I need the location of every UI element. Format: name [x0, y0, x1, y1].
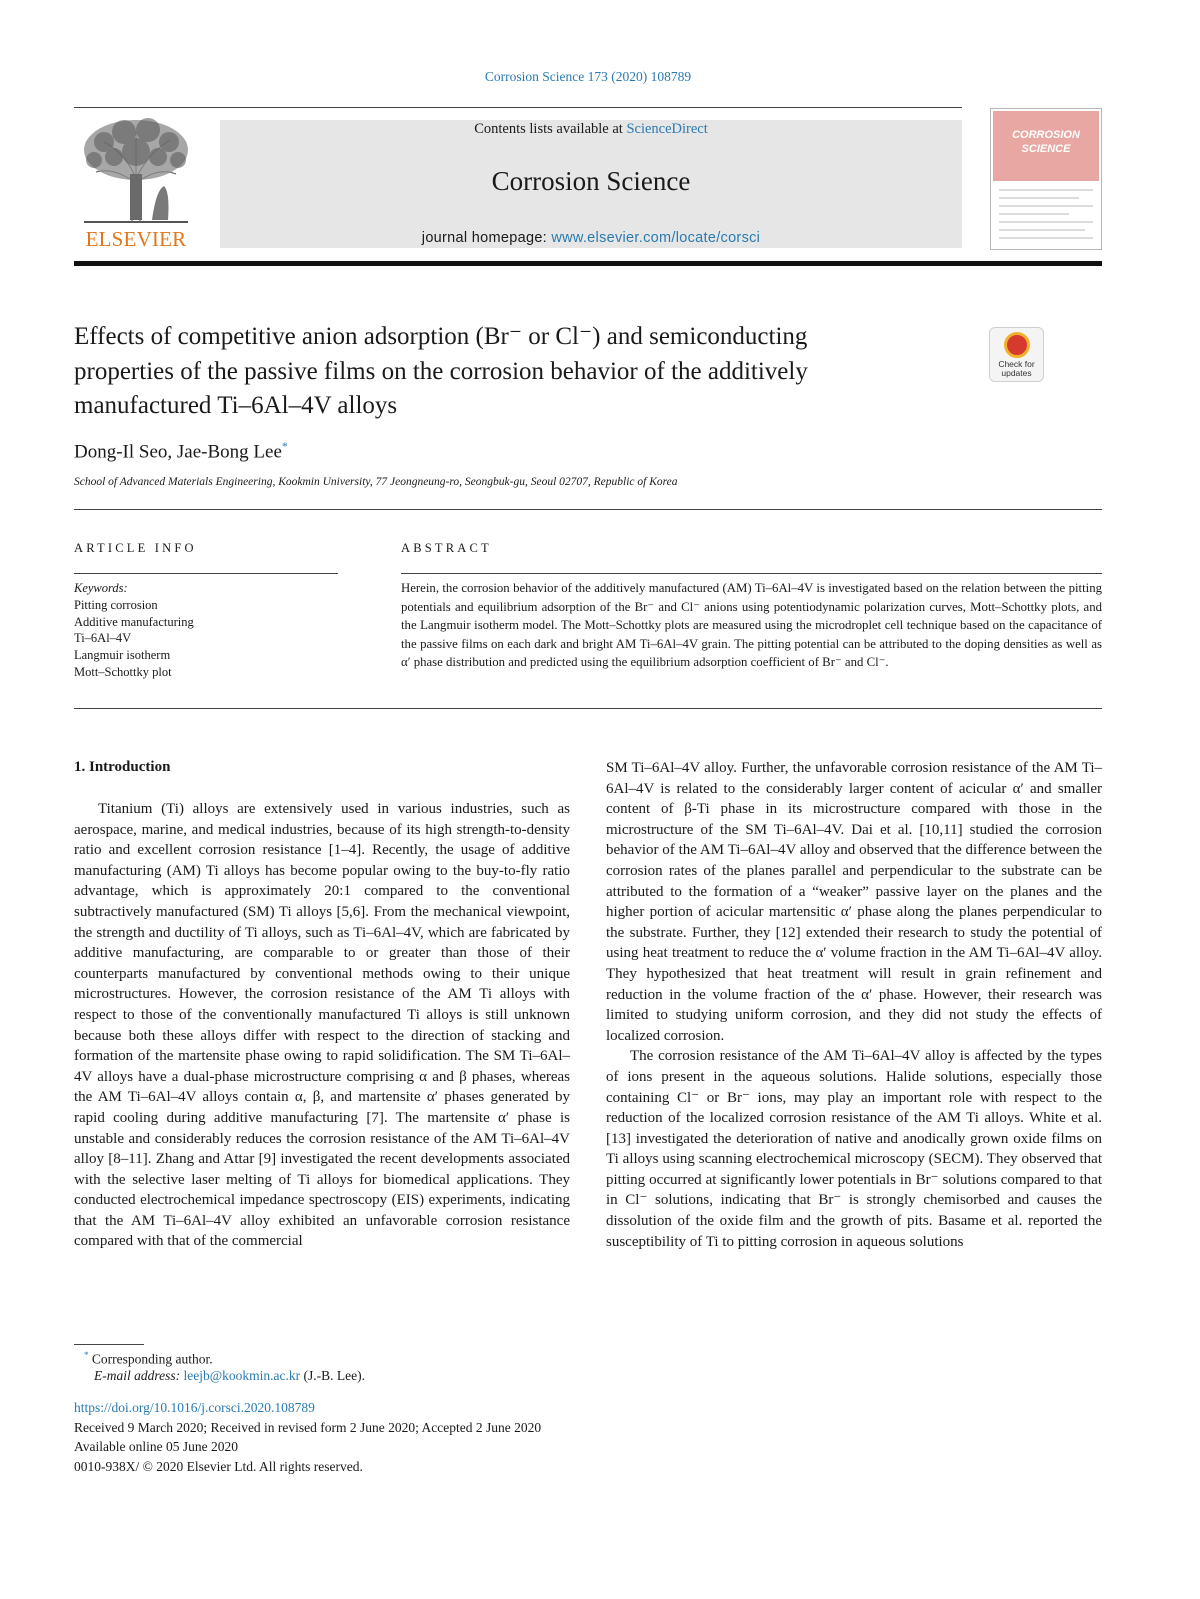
header-rule [74, 107, 962, 108]
cover-text-line [999, 229, 1085, 231]
corresponding-author-marker[interactable]: * [281, 439, 288, 453]
affiliation: School of Advanced Materials Engineering, Kookmin University, 77 Jeongneung-ro, Seongbuk-gu, Seoul 02707, Republic of Korea [74, 476, 678, 488]
keywords-label: Keywords: [74, 581, 128, 595]
email-suffix: (J.-B. Lee). [300, 1368, 366, 1383]
article-title [74, 320, 974, 424]
abstract-text: Herein, the corrosion behavior of the additively manufactured (AM) Ti–6Al–4V is investigated based on the relation between the pitting potentials and equilibrium adsorption of the Br⁻ and Cl⁻ anions using potentiodynamic polarization curves, Mott–Schottky plots, and the Langmuir isotherm model. The Mott–Schottky plots are measured using the microdroplet cell technique based on the capacitance of the passive films on each dark and bright AM Ti–6Al–4V grain. The pitting potential can be attributed to the doping densities as well as α′ phase distribution and predicted using the equilibrium adsorption coefficient of Br⁻ and Cl⁻. [401, 581, 1102, 669]
cover-text-line [999, 221, 1093, 223]
section-heading-introduction: 1. Introduction [74, 759, 171, 775]
crossmark-label: Check for updates [998, 359, 1035, 378]
affiliation-rule [74, 509, 1102, 510]
footnote-rule [74, 1344, 144, 1345]
article-info-heading: ARTICLE INFO [74, 541, 197, 555]
contents-line [220, 121, 962, 138]
abstract-rule [401, 573, 1102, 574]
corresponding-author-note [84, 1350, 213, 1368]
article-info-rule [74, 573, 338, 574]
journal-cover-thumbnail[interactable] [990, 108, 1102, 250]
email-note [94, 1368, 365, 1384]
homepage-line [220, 230, 962, 246]
journal-reference-link[interactable]: Corrosion Science 173 (2020) 108789 [484, 69, 692, 84]
author-list [74, 439, 288, 463]
cover-text-line [999, 197, 1079, 199]
contents-prefix: Contents lists available at [474, 121, 627, 137]
journal-masthead [220, 120, 962, 248]
author-names: Dong-Il Seo, Jae-Bong Lee [74, 441, 282, 463]
abstract-end-rule [74, 708, 1102, 709]
elsevier-logo[interactable] [74, 112, 198, 252]
keyword-item: Mott–Schottky plot [74, 665, 172, 679]
abstract-heading: ABSTRACT [401, 541, 492, 555]
corresponding-text: Corresponding author. [91, 1351, 213, 1367]
cover-text-line [999, 189, 1093, 191]
cover-text-line [999, 213, 1069, 215]
left-column [74, 799, 570, 1252]
cover-text-line [999, 205, 1093, 207]
publisher-name: ELSEVIER [85, 227, 187, 251]
title-line: properties of the passive films on the corrosion behavior of the additively [74, 357, 808, 385]
body-paragraph: SM Ti–6Al–4V alloy. Further, the unfavorable corrosion resistance of the AM Ti–6Al–4V is related to the considerably larger content of acicular α′ and smaller content of β-Ti phase in its microstructure compared with those in the microstructure of the SM Ti–6Al–4V. Dai et al. [10,11] studied the corrosion behavior of the AM Ti–6Al–4V alloy and observed that the difference between the corrosion rates of the planes parallel and perpendicular to the substrate can be attributed to the formation of a “weaker” passive layer on the planes and the higher portion of acicular martensitic α′ phase along the planes perpendicular to the substrate. Further, they [12] extended their research to study the potential of using heat treatment to reduce the α′ volume fraction in the AM Ti–6Al–4V alloy. They hypothesized that heat treatment will result in grain refinement and reduction in the volume fraction of the α′ phase. However, their research was limited to studying uniform corrosion, and they did not study the effects of localized corrosion. [606, 760, 1102, 1044]
keyword-item: Pitting corrosion [74, 598, 158, 612]
cover-title: CORROSION SCIENCE [1012, 129, 1080, 155]
keyword-item: Ti–6Al–4V [74, 631, 132, 645]
tree-icon [74, 112, 198, 224]
author-email-link[interactable]: leejb@kookmin.ac.kr [183, 1368, 301, 1383]
body-paragraph: Titanium (Ti) alloys are extensively used in various industries, such as aerospace, marine, and medical industries, because of its high strength-to-density ratio and excellent corrosion resistance [1–4]. Recently, the usage of additive manufacturing (AM) Ti alloys has become popular owing to the buy-to-fly ratio advantage, which is approximately 20:1 compared to the conventional subtractively manufactured (SM) Ti alloys [5,6]. From the mechanical viewpoint, the strength and ductility of Ti alloys, such as Ti–6Al–4V, which are fabricated by additive manufacturing, are comparable to or greater than those of their counterparts manufactured by conventional methods owing to their unique microstructures. However, the corrosion resistance of the AM Ti alloys with respect to those of the conventionally manufactured Ti alloys is still unknown because both these alloys differ with respect to the direction of stacking and formation of the martensite phase owing to rapid solidification. The SM Ti–6Al–4V alloys have a dual-phase microstructure comprising α and β phases, whereas the AM Ti–6Al–4V alloys contain α, β, and martensite α′ phases generated by rapid cooling during additive manufacturing [7]. The martensite α′ phase is unstable and considerably reduces the corrosion resistance of the AM Ti–6Al–4V alloy [8–11]. Zhang and Attar [9] investigated the recent developments associated with the selective laser melting of Ti alloys for biomedical applications. They conducted electrochemical impedance spectroscopy (EIS) experiments, indicating that the AM Ti–6Al–4V alloy exhibited an unfavorable corrosion resistance compared with that of the commercial [74, 801, 570, 1250]
title-line: Effects of competitive anion adsorption (Br⁻ or Cl⁻) and semiconducting [74, 323, 808, 350]
cover-text-line [999, 237, 1093, 239]
received-dates: Received 9 March 2020; Received in revised form 2 June 2020; Accepted 2 June 2020 [74, 1420, 542, 1435]
online-date: Available online 05 June 2020 [74, 1439, 238, 1454]
homepage-prefix: journal homepage: [421, 230, 552, 246]
crossmark-icon [1004, 332, 1030, 358]
body-paragraph: The corrosion resistance of the AM Ti–6Al–4V alloy is affected by the types of ions present in the aqueous solutions. Halide solutions, especially those containing Cl⁻ or Br⁻ ions, may play an important role with respect to the reduction of the localized corrosion resistance of the AM Ti alloys. White et al. [13] investigated the deterioration of native and anodically grown oxide films on Ti alloys using scanning electrochemical microscopy (SECM). They observed that pitting occurred at significantly lower potentials in Br⁻ solutions compared to that in Cl⁻ solutions, indicating that Br⁻ is strongly chemisorbed and causes the dissolution of the oxide film and the growth of pits. Basame et al. reported the susceptibility of Ti to pitting corrosion in aqueous solutions [606, 1048, 1102, 1250]
doi-link[interactable]: https://doi.org/10.1016/j.corsci.2020.108789 [74, 1400, 315, 1415]
keyword-item: Langmuir isotherm [74, 648, 171, 662]
cover-banner [993, 111, 1099, 181]
copyright-notice: 0010-938X/ © 2020 Elsevier Ltd. All rights reserved. [74, 1459, 363, 1474]
keyword-item: Additive manufacturing [74, 615, 194, 629]
right-column [606, 758, 1102, 1252]
sciencedirect-link[interactable]: ScienceDirect [626, 121, 708, 137]
journal-title: Corrosion Science [491, 166, 691, 196]
journal-homepage-link[interactable]: www.elsevier.com/locate/corsci [551, 230, 761, 246]
masthead-rule [74, 261, 1102, 266]
footnote-marker: * [84, 1350, 89, 1360]
title-line: manufactured Ti–6Al–4V alloys [74, 392, 398, 419]
email-label: E-mail address: [94, 1368, 184, 1383]
check-for-updates-button[interactable] [989, 327, 1044, 382]
